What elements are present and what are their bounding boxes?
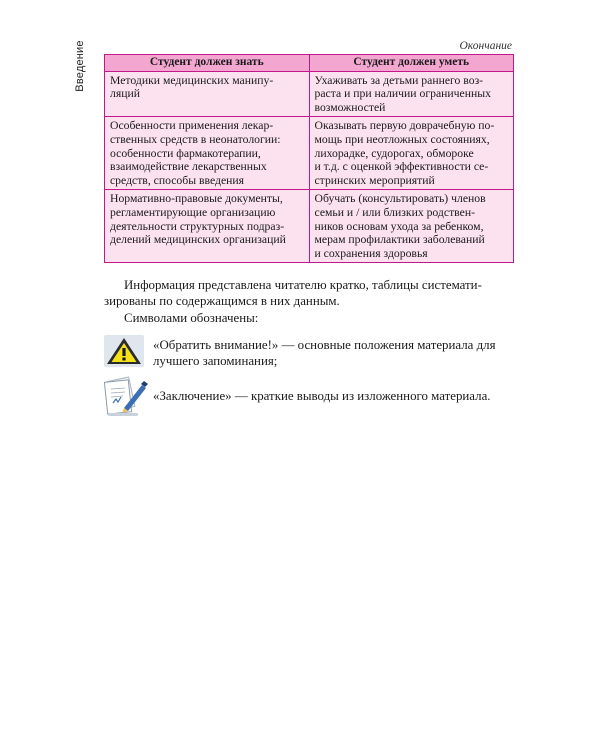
intro-paragraph: Информация представлена читателю кратко, таблицы системати- зированы по содержащимся в них данным.: [104, 278, 482, 308]
symbol-item-conclusion: [104, 375, 514, 419]
table-cell: Оказывать первую доврачебную по- мощь при неотложных состояниях, лихорадке, судорогах, обмороке и т.д. с оценкой эффективности се- стринских мероприятий: [309, 117, 514, 190]
table-header-row: [105, 55, 514, 72]
table-cell: Ухаживать за детьми раннего воз- раста и при наличии ограниченных возможностей: [309, 71, 514, 117]
side-section-label: Введение: [74, 40, 86, 92]
continuation-label: Окончание: [459, 40, 512, 52]
table-cell: Методики медицинских манипу- ляций: [105, 71, 310, 117]
symbol-item-attention: [104, 335, 514, 369]
header-able: Студент должен уметь: [309, 55, 514, 72]
header-know: Студент должен знать: [105, 55, 310, 72]
table-row: [105, 117, 514, 190]
table-row: [105, 71, 514, 117]
table-cell: Нормативно-правовые документы, регламентирующие организацию деятельности структурных подраз- делений медицинских организаций: [105, 190, 310, 263]
symbols-heading: Символами обозначены:: [124, 311, 259, 325]
symbol-text-attention: «Обратить внимание!» — основные положения материала для лучшего запоминания;: [153, 338, 496, 368]
warning-icon: [104, 335, 144, 372]
table-row: [105, 190, 514, 263]
symbol-text-conclusion: «Заключение» — краткие выводы из изложенного материала.: [153, 389, 491, 403]
table-cell: Обучать (консультировать) членов семьи и / или близких родствен- ников основам ухода за ребенком, мерам профилактики заболеваний и сохранения здоровья: [309, 190, 514, 263]
table-cell: Особенности применения лекар- ственных средств в неонатологии: особенности фармакотерапии, взаимодействие лекарственных средств, способы введения: [105, 117, 310, 190]
pen-notes-icon: [104, 375, 148, 422]
competency-table: [104, 54, 514, 263]
